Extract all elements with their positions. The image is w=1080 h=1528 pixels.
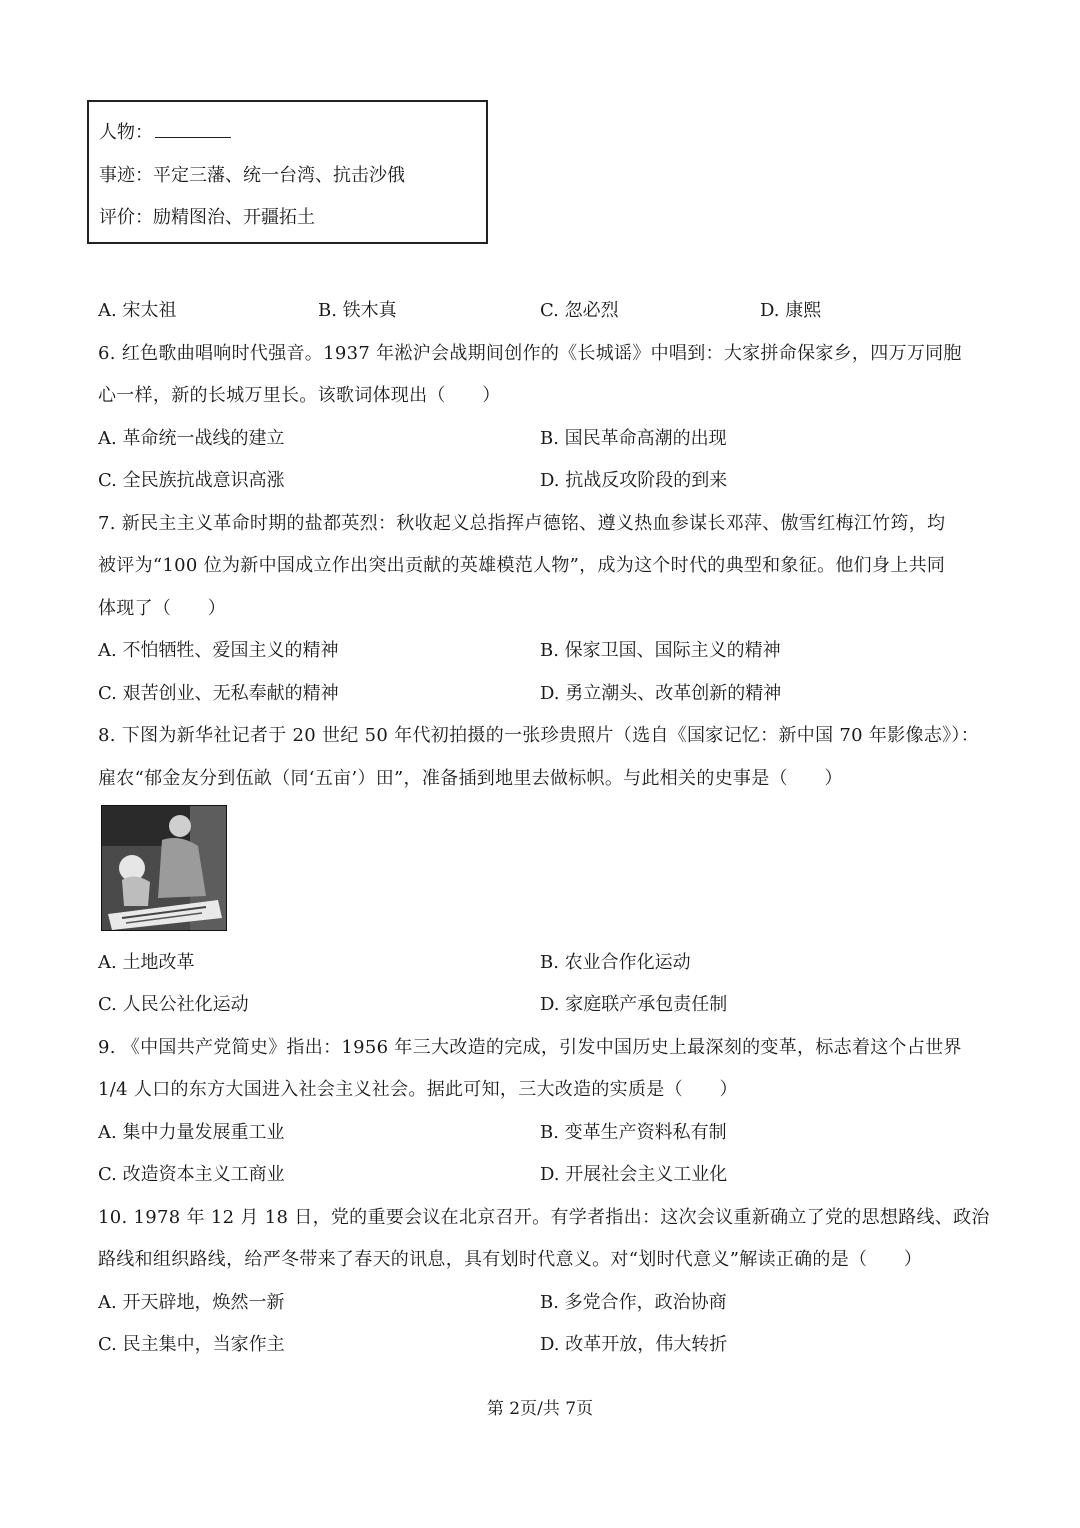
q6-option-b: B. 国民革命高潮的出现 [540, 428, 727, 449]
q8-option-a: A. 土地改革 [98, 952, 195, 973]
q8-option-d: D. 家庭联产承包责任制 [540, 994, 728, 1015]
evaluation-row: 评价：励精图治、开疆拓土 [99, 207, 315, 228]
q8-option-b: B. 农业合作化运动 [540, 952, 691, 973]
person-blank [155, 119, 231, 138]
q7-line-1: 7. 新民主主义革命时期的盐都英烈：秋收起义总指挥卢德铭、遵义热血参谋长邓萍、傲雪红梅江竹筠，均 [98, 513, 946, 534]
q10-option-a: A. 开天辟地，焕然一新 [98, 1292, 285, 1313]
q5-option-a: A. 宋太祖 [98, 300, 177, 321]
q7-option-a: A. 不怕牺牲、爱国主义的精神 [98, 640, 339, 661]
q8-line-2: 雇农“郁金友分到伍畝（同‘五亩’）田”，准备插到地里去做标帜。与此相关的史事是（ ） [98, 768, 843, 789]
q10-option-c: C. 民主集中，当家作主 [98, 1334, 285, 1355]
q5-option-b: B. 铁木真 [318, 300, 397, 321]
q10-line-2: 路线和组织路线，给严冬带来了春天的讯息，具有划时代意义。对“划时代意义”解读正确的是（ ） [98, 1249, 923, 1270]
q6-option-a: A. 革命统一战线的建立 [98, 428, 285, 449]
person-row [99, 118, 231, 144]
q9-option-a: A. 集中力量发展重工业 [98, 1122, 285, 1143]
deeds-row: 事迹：平定三藩、统一台湾、抗击沙俄 [99, 165, 405, 186]
q7-option-b: B. 保家卫国、国际主义的精神 [540, 640, 781, 661]
q10-option-b: B. 多党合作，政治协商 [540, 1292, 727, 1313]
q8-option-c: C. 人民公社化运动 [98, 994, 249, 1015]
q9-line-1: 9. 《中国共产党简史》指出：1956 年三大改造的完成，引发中国历史上最深刻的变革，标志着这个占世界 [98, 1037, 962, 1058]
q7-option-c: C. 艰苦创业、无私奉献的精神 [98, 683, 339, 704]
q7-line-3: 体现了（ ） [98, 598, 227, 619]
historical-photo [101, 805, 227, 931]
q6-option-c: C. 全民族抗战意识高涨 [98, 470, 285, 491]
q9-option-b: B. 变革生产资料私有制 [540, 1122, 727, 1143]
q6-line-1: 6. 红色歌曲唱响时代强音。1937 年淞沪会战期间创作的《长城谣》中唱到：大家拼命保家乡，四万万同胞 [98, 343, 962, 364]
person-label: 人物： [99, 122, 153, 143]
q9-option-d: D. 开展社会主义工业化 [540, 1164, 728, 1185]
q5-option-d: D. 康熙 [760, 300, 822, 321]
q5-option-c: C. 忽必烈 [540, 300, 619, 321]
q7-line-2: 被评为“100 位为新中国成立作出突出贡献的英雄模范人物”，成为这个时代的典型和象征。他们身上共同 [98, 555, 946, 576]
q8-line-1: 8. 下图为新华社记者于 20 世纪 50 年代初拍摄的一张珍贵照片（选自《国家记忆：新中国 70 年影像志》）： [98, 725, 980, 746]
q6-option-d: D. 抗战反攻阶段的到来 [540, 470, 728, 491]
page-footer: 第 2页/共 7页 [486, 1399, 594, 1419]
q10-option-d: D. 改革开放，伟大转折 [540, 1334, 728, 1355]
q9-line-2: 1/4 人口的东方大国进入社会主义社会。据此可知，三大改造的实质是（ ） [98, 1079, 738, 1100]
photo-illustration [102, 806, 226, 930]
q6-line-2: 心一样，新的长城万里长。该歌词体现出（ ） [98, 385, 501, 406]
q9-option-c: C. 改造资本主义工商业 [98, 1164, 285, 1185]
q7-option-d: D. 勇立潮头、改革创新的精神 [540, 683, 782, 704]
q10-line-1: 10. 1978 年 12 月 18 日，党的重要会议在北京召开。有学者指出：这次会议重新确立了党的思想路线、政治 [98, 1207, 990, 1228]
info-box [87, 100, 488, 244]
